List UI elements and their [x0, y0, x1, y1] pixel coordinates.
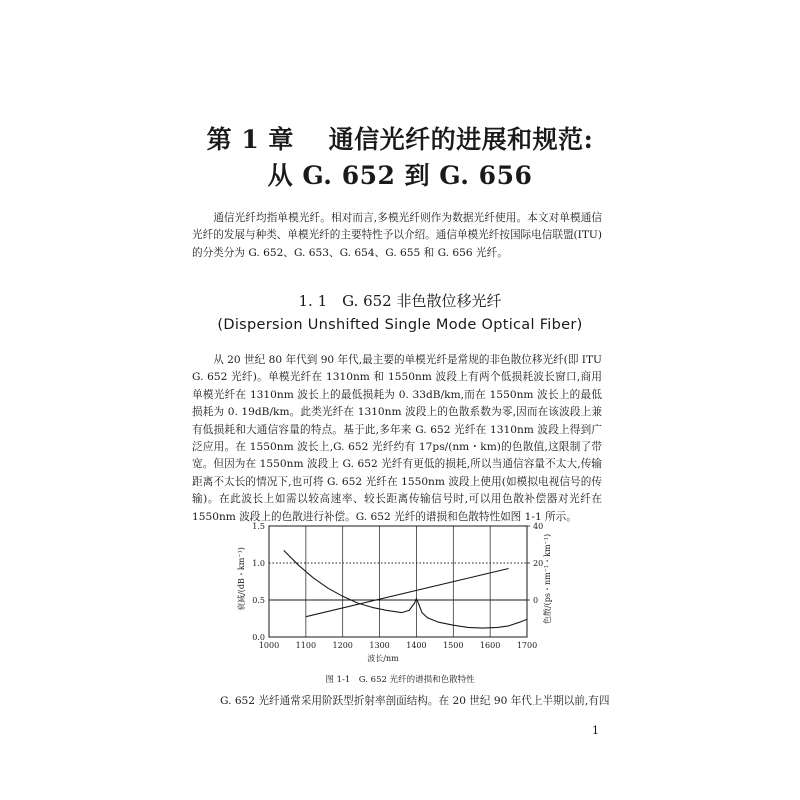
- x-tick-label: 1600: [479, 641, 501, 650]
- last-line: G. 652 光纤通常采用阶跃型折射率剖面结构。在 20 世纪 90 年代上半期以前,有四: [220, 695, 610, 707]
- intro-text: 通信光纤均指单模光纤。相对而言,多模光纤则作为数据光纤使用。本文对单模通信光纤的发展与种类、单模光纤的主要特性予以介绍。通信单模光纤按国际电信联盟(ITU)的分类分为 G. 652、G. 653、G. 654、G. 655 和 G. 656 光纤。: [192, 212, 602, 259]
- y-axis-label-right: 色散/(ps・nm⁻¹・km⁻¹): [543, 533, 552, 625]
- y-tick-label-left: 0.0: [252, 633, 265, 642]
- body-text: 从 20 世纪 80 年代到 90 年代,最主要的单模光纤是常规的非色散位移光纤(即 ITU G. 652 光纤)。单模光纤在 1310nm 和 1550nm 波段上有两个低损耗波长窗口,商用单模光纤在 1310nm 波长上的最低损耗为 0. 33dB/km,而在 1550nm 波长上的最低损耗为 0. 19dB/km。此类光纤在 1310nm 波段上的色散系数为零,因而在该波段上兼有低损耗和大通信容量的特点。基于此,多年来 G. 652 光纤在 1310nm 波段上得到广泛应用。在 1550nm 波长上,G. 652 光纤约有 17ps/(nm・km)的色散值,这限制了带宽。但因为在 1550nm 波段上 G. 652 光纤有更低的损耗,所以当通信容量不太大,传输距离不太长的情况下,也可将 G. 652 光纤在 1550nm 波段上使用(如模拟电视信号的传输)。在此波长上如需以较高速率、较长距离传输信号时,可以用色散补偿器对光纤在 1550nm 波段上的色散进行补偿。G. 652 光纤的谱损和色散特性如图 1-1 所示。: [192, 354, 602, 523]
- chapter-title-line1: 第 1 章 通信光纤的进展和规范:: [206, 125, 594, 154]
- intro-paragraph: [192, 210, 602, 262]
- x-tick-label: 1300: [369, 641, 390, 650]
- y-tick-label-right: 40: [533, 522, 544, 531]
- series-line-attenuation: [284, 550, 527, 628]
- y-axis-label-left: 衰减/(dB・km⁻¹): [237, 547, 246, 611]
- x-tick-label: 1200: [332, 641, 353, 650]
- figure-1-1-chart: [228, 518, 568, 668]
- x-tick-label: 1500: [443, 641, 464, 650]
- section-heading: 1. 1 G. 652 非色散位移光纤: [298, 292, 502, 310]
- y-tick-label-left: 1.0: [252, 559, 265, 568]
- y-tick-label-left: 1.5: [252, 522, 265, 531]
- plot-frame: [269, 526, 527, 637]
- y-tick-label-left: 0.5: [252, 596, 265, 605]
- section-subtitle: (Dispersion Unshifted Single Mode Optical Fiber): [217, 317, 583, 333]
- x-axis-label: 波长/nm: [367, 654, 399, 663]
- y-tick-label-right: 20: [533, 559, 544, 568]
- chapter-title-line2: 从 G. 652 到 G. 656: [267, 161, 533, 190]
- figure-caption: 图 1-1 G. 652 光纤的谱损和色散特性: [325, 675, 475, 685]
- x-tick-label: 1700: [516, 641, 538, 650]
- x-tick-label: 1100: [295, 641, 317, 650]
- body-paragraph: [192, 352, 602, 526]
- page-number: 1: [592, 724, 599, 737]
- y-tick-label-right: 0: [533, 596, 539, 605]
- x-tick-label: 1400: [406, 641, 427, 650]
- x-tick-label: 1000: [258, 641, 280, 650]
